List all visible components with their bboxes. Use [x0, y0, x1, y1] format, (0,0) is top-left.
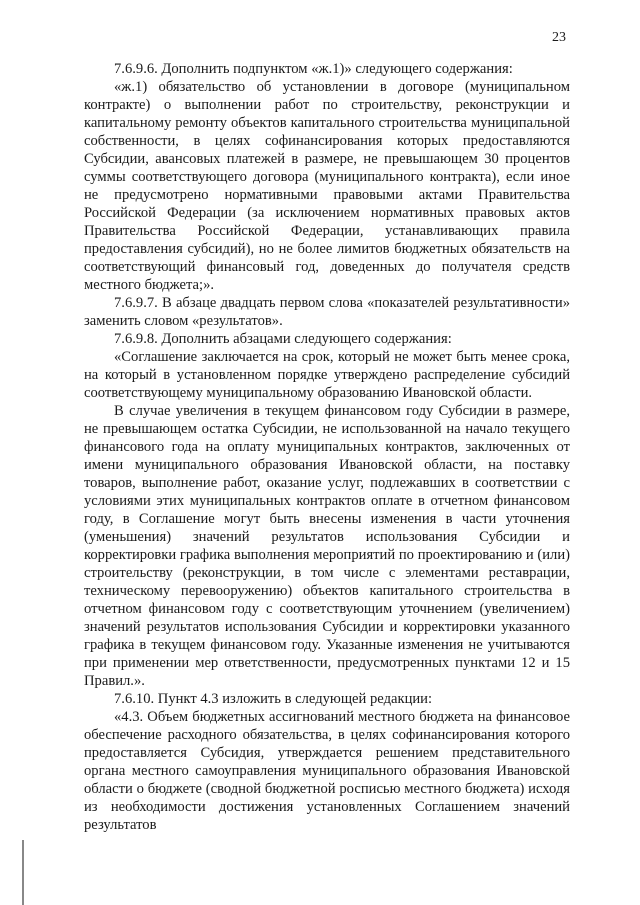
paragraph-7-6-9-6: 7.6.9.6. Дополнить подпунктом «ж.1)» следующего содержания: [114, 61, 513, 77]
scan-edge-line [22, 840, 24, 905]
paragraph-agreement-term: «Соглашение заключается на срок, который не может быть менее срока, на который в установленном порядке утверждено распределение субсидий соответствующему муниципальному образованию Ивановской области. [84, 349, 570, 401]
paragraph-subitem-zh1: «ж.1) обязательство об установлении в договоре (муниципальном контракте) о выполнении работ по строительству, реконструкции и капитальному ремонту объектов капитального строительства муниципальной собственности, в целях софинансирования которых предоставляются Субсидии, авансовых платежей в размере, не превышающем 30 процентов суммы соответствующего договора (муниципального контракта), если иное не предусмотрено нормативными правовыми актами Правительства Российской Федерации (за исключением нормативных правовых актов Правительства Российской Федерации, устанавливающих правила предоставления субсидий), но не более лимитов бюджетных обязательств на соответствующий финансовый год, доведенных до получателя средств местного бюджета;». [84, 79, 570, 293]
paragraph-7-6-9-8: 7.6.9.8. Дополнить абзацами следующего содержания: [114, 331, 452, 347]
paragraph-7-6-9-7: 7.6.9.7. В абзаце двадцать первом слова «показателей результативности» заменить словом «результатов». [84, 295, 570, 329]
document-body [84, 60, 570, 834]
paragraph-4-3: «4.3. Объем бюджетных ассигнований местного бюджета на финансовое обеспечение расходного обязательства, в целях софинансирования которого предоставляется Субсидия, утверждается решением представительного органа местного самоуправления муниципального образования Ивановской области о бюджете (сводной бюджетной росписью местного бюджета) исходя из необходимости достижения установленных Соглашением значений результатов [84, 709, 570, 833]
page-number: 23 [552, 30, 566, 45]
paragraph-subsidy-increase: В случае увеличения в текущем финансовом году Субсидии в размере, не превышающем остатка Субсидии, не использованной на начало текущего финансового года на оплату муниципальных контрактов, заключенных от имени муниципального образования Ивановской области, на поставку товаров, выполнение работ, оказание услуг, подлежавших в соответствии с условиями этих муниципальных контрактов оплате в отчетном финансовом году, в Соглашение могут быть внесены изменения в части уточнения (уменьшения) значений результатов использования Субсидии и корректировки графика выполнения мероприятий по проектированию и (или) строительству (реконструкции, в том числе с элементами реставрации, техническому перевооружению) объектов капитального строительства в отчетном финансовом году с соответствующим уточнением (увеличением) значений результатов использования Субсидии и корректировки указанного графика в текущем финансовом году. Указанные изменения не учитываются при применении мер ответственности, предусмотренных пунктами 12 и 15 Правил.». [84, 403, 570, 689]
paragraph-7-6-10: 7.6.10. Пункт 4.3 изложить в следующей редакции: [114, 691, 433, 707]
